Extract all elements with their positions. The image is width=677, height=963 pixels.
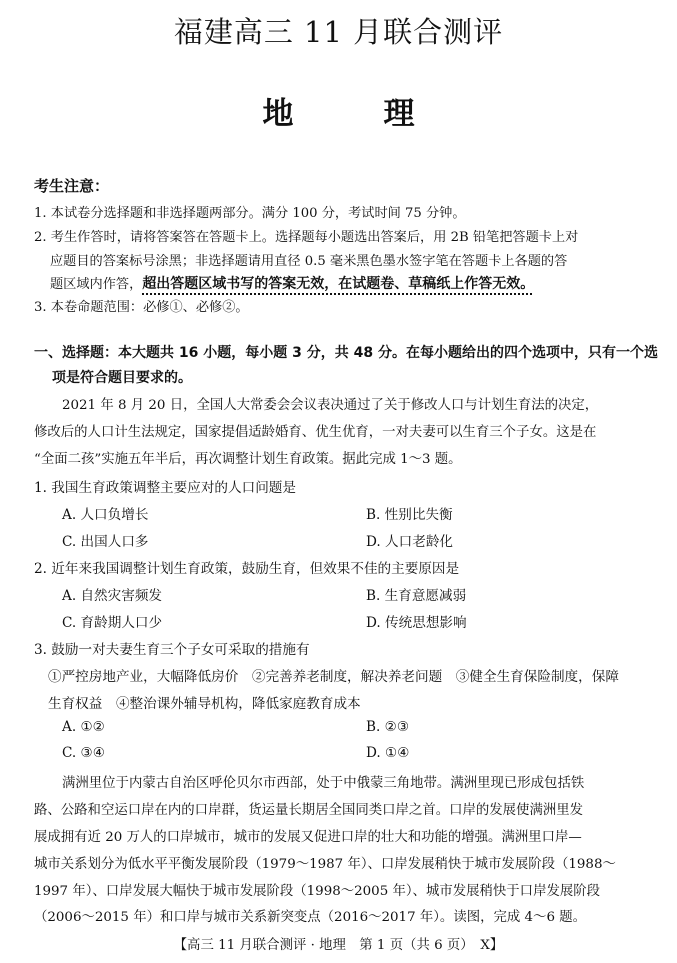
question-3-measures-line-1: ①严控房地产业，大幅降低房价 ②完善养老制度，解决养老问题 ③健全生育保险制度，保障 [48, 669, 619, 685]
exam-title: 福建高三 11 月联合测评 [173, 15, 504, 49]
passage-1-line-3: “全面二孩”实施五年半后，再次调整计划生育政策。据此完成 1～3 题。 [34, 452, 462, 467]
subject-title [0, 88, 677, 133]
subject-char-2: 理 [383, 96, 415, 132]
question-3-option-d: D. ①④ [366, 745, 410, 761]
question-1-option-b: B. 性别比失衡 [366, 507, 453, 523]
question-1-option-a: A. 人口负增长 [62, 507, 149, 523]
question-1-stem: 1. 我国生育政策调整主要应对的人口问题是 [34, 480, 296, 496]
question-2-option-a: A. 自然灾害频发 [62, 588, 163, 604]
question-2-option-c: C. 育龄期人口少 [62, 615, 163, 631]
question-3-option-a: A. ①② [62, 719, 105, 735]
question-3-stem: 3. 鼓励一对夫妻生育三个子女可采取的措施有 [34, 642, 310, 658]
passage-2-line-5: 1997 年）、口岸发展大幅快于城市发展阶段（1998～2005 年）、城市发展稍快于口岸发展阶段 [34, 884, 601, 899]
question-2-option-d: D. 传统思想影响 [366, 615, 467, 631]
passage-2-line-4: 城市关系划分为低水平平衡发展阶段（1979～1987 年）、口岸发展稍快于城市发展阶段（1988～ [34, 857, 616, 872]
question-3-option-c: C. ③④ [62, 745, 105, 761]
page-footer: 【高三 11 月联合测评 · 地理 第 1 页（共 6 页） X】 [173, 938, 504, 953]
notice-item-3: 3. 本卷命题范围：必修①、必修②。 [34, 300, 249, 315]
passage-2-line-1: 满洲里位于内蒙古自治区呼伦贝尔市西部，处于中俄蒙三角地带。满洲里现已形成包括铁 [62, 776, 585, 791]
passage-1-line-2: 修改后的人口计生法规定，国家提倡适龄婚育、优生优育，一对夫妻可以生育三个子女。这是在 [34, 425, 597, 440]
notice-heading: 考生注意： [34, 177, 110, 195]
notice-item-2-line-3 [50, 273, 534, 293]
section-heading-line-2: 项是符合题目要求的。 [52, 370, 192, 386]
question-2-option-b: B. 生育意愿减弱 [366, 588, 467, 604]
passage-2-line-2: 路、公路和空运口岸在内的口岸群，货运量长期居全国同类口岸之首。口岸的发展使满洲里发 [34, 803, 584, 818]
passage-2-line-6: （2006～2015 年）和口岸与城市关系新突变点（2016～2017 年）。读图，完成 4～6 题。 [34, 910, 587, 925]
passage-2-line-3: 展成拥有近 20 万人的口岸城市，城市的发展又促进口岸的壮大和功能的增强。满洲里口岸— [34, 830, 582, 845]
section-heading-line-1: 一、选择题：本大题共 16 小题，每小题 3 分，共 48 分。在每小题给出的四个选项中，只有一个选 [34, 345, 658, 361]
passage-1-line-1: 2021 年 8 月 20 日，全国人大常委会会议表决通过了关于修改人口与计划生育法的决定， [62, 398, 599, 413]
notice-item-1: 1. 本试卷分选择题和非选择题两部分。满分 100 分，考试时间 75 分钟。 [34, 206, 466, 221]
question-1-option-d: D. 人口老龄化 [366, 534, 454, 550]
notice-emphasis: 超出答题区域书写的答案无效，在试题卷、草稿纸上作答无效。 [142, 276, 535, 292]
question-3-option-b: B. ②③ [366, 719, 410, 735]
notice-item-2-line-3-plain: 题区域内作答， [50, 277, 143, 292]
question-2-stem: 2. 近年来我国调整计划生育政策，鼓励生育，但效果不佳的主要原因是 [34, 561, 460, 577]
notice-item-2-line-2: 应题目的答案标号涂黑；非选择题请用直径 0.5 毫米黑色墨水签字笔在答题卡上各题的答 [50, 254, 568, 269]
question-3-measures-line-2: 生育权益 ④整治课外辅导机构，降低家庭教育成本 [48, 696, 361, 712]
question-1-option-c: C. 出国人口多 [62, 534, 149, 550]
notice-item-2-line-1: 2. 考生作答时，请将答案答在答题卡上。选择题每小题选出答案后，用 2B 铅笔把答题卡上对 [34, 230, 579, 245]
subject-char-1: 地 [262, 96, 294, 132]
